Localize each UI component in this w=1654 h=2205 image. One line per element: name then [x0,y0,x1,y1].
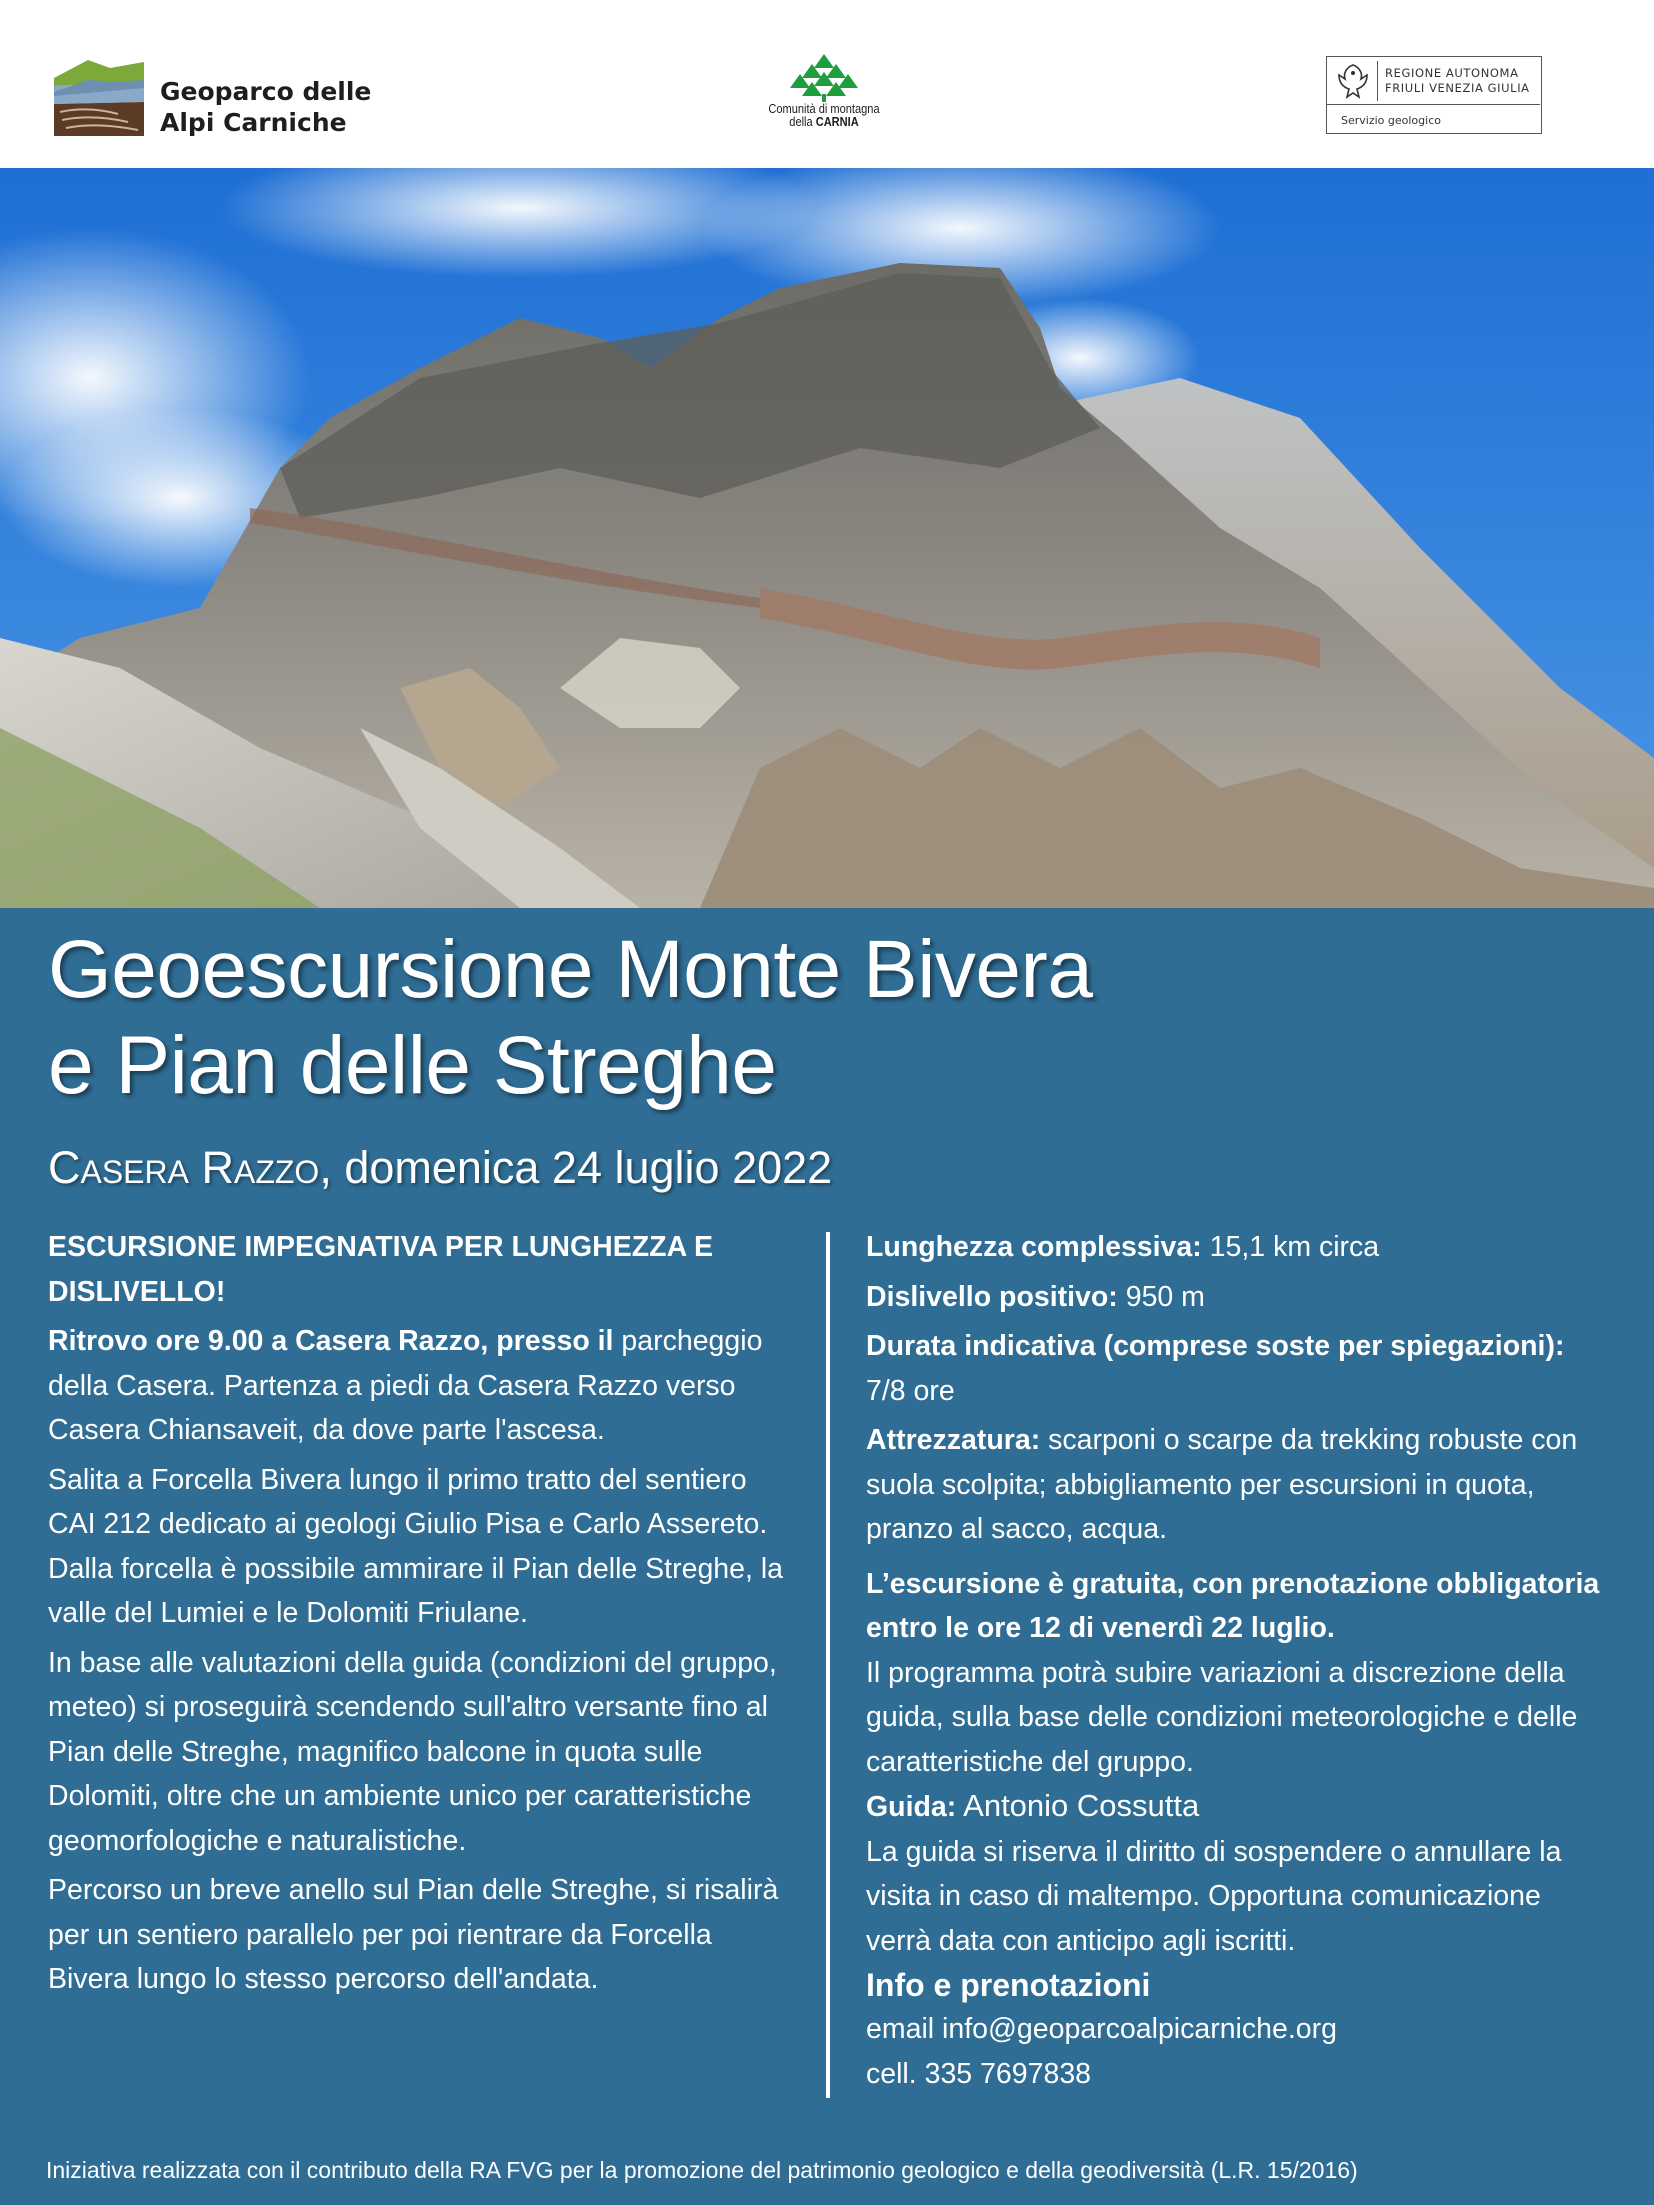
comunita-montagna-logo: Comunità di montagna della CARNIA [764,54,884,134]
footer-note: Iniziativa realizzata con il contributo della RA FVG per la promozione del patrimonio geologico e della geodiversità (L.R. 15/2016) [46,2157,1358,2183]
return-paragraph: Percorso un breve anello sul Pian delle Streghe, si risalirà per un sentiero parallelo per poi rientrare da Forcella Bivera lungo lo stesso percorso dell'andata. [48,1874,779,1995]
pine-trees-icon [789,54,859,102]
column-divider [826,1232,830,2098]
contact-phone: cell. 335 7697838 [866,2057,1092,2090]
header-bar [0,0,1654,168]
description-column [48,1225,788,2007]
ritrovo-paragraph: Ritrovo ore 9.00 a Casera Razzo, presso il parcheggio della Casera. Partenza a piedi da Casera Razzo verso Casera Chiansaveit, da dove parte l'ascesa. [48,1325,763,1446]
length-detail: Lunghezza complessiva: 15,1 km circa [866,1231,1380,1263]
details-column [866,1225,1606,2101]
geoparco-logo-icon [48,52,144,136]
regione-fvg-logo: REGIONE AUTONOMA FRIULI VENEZIA GIULIA Servizio geologico [1326,56,1542,134]
info-heading: Info e prenotazioni [866,1967,1151,2003]
duration-detail: Durata indicativa (comprese soste per spiegazioni): 7/8 ore [866,1330,1565,1407]
salita-paragraph: Salita a Forcella Bivera lungo il primo tratto del sentiero CAI 212 dedicato ai geologi Giulio Pisa e Carlo Assereto. Dalla forcella è possibile ammirare il Pian delle Streghe, la valle del Lumiei e le Dolomiti Friulane. [48,1463,784,1629]
event-place-date: Casera Razzo, domenica 24 luglio 2022 [48,1142,833,1193]
itinerary-paragraph: In base alle valutazioni della guida (condizioni del gruppo, meteo) si proseguirà scendendo sull'altro versante fino al Pian delle Streghe, magnifico balcone in quota sulle Dolomiti, oltre che un ambiente unico per caratteristiche geomorfologiche e naturalistiche. [48,1646,777,1857]
eagle-icon [1333,61,1373,101]
mountain-photo [0,168,1654,908]
program-notice: Il programma potrà subire variazioni a discrezione della guida, sulla base delle condizioni meteorologiche e delle caratteristiche del gruppo. [866,1656,1578,1778]
page-title: Geoescursione Monte Bivera e Pian delle Streghe [48,924,1093,1111]
elevation-detail: Dislivello positivo: 950 m [866,1280,1205,1313]
geoparco-logo-text: Geoparco delle Alpi Carniche [160,77,372,137]
email-link[interactable]: info@geoparcoalpicarniche.org [942,2013,1337,2045]
guide-detail: Guida: Antonio Cossutta [866,1788,1200,1823]
free-booking-notice: L’escursione è gratuita, con prenotazione obbligatoria entro le ore 12 di venerdì 22 luglio. [866,1567,1600,1644]
contact-email: email info@geoparcoalpicarniche.org [866,2013,1337,2045]
equipment-detail: Attrezzatura: scarponi o scarpe da trekking robuste con suola scolpita; abbigliamento per escursioni in quota, pranzo al sacco, acqua. [866,1424,1578,1545]
difficulty-warning: ESCURSIONE IMPEGNATIVA PER LUNGHEZZA E DISLIVELLO! [48,1231,714,1308]
cancellation-notice: La guida si riserva il diritto di sospendere o annullare la visita in caso di maltempo. Opportuna comunicazione verrà data con anticipo agli iscritti. [866,1835,1562,1957]
phone-link[interactable]: 335 7697838 [924,2057,1092,2090]
